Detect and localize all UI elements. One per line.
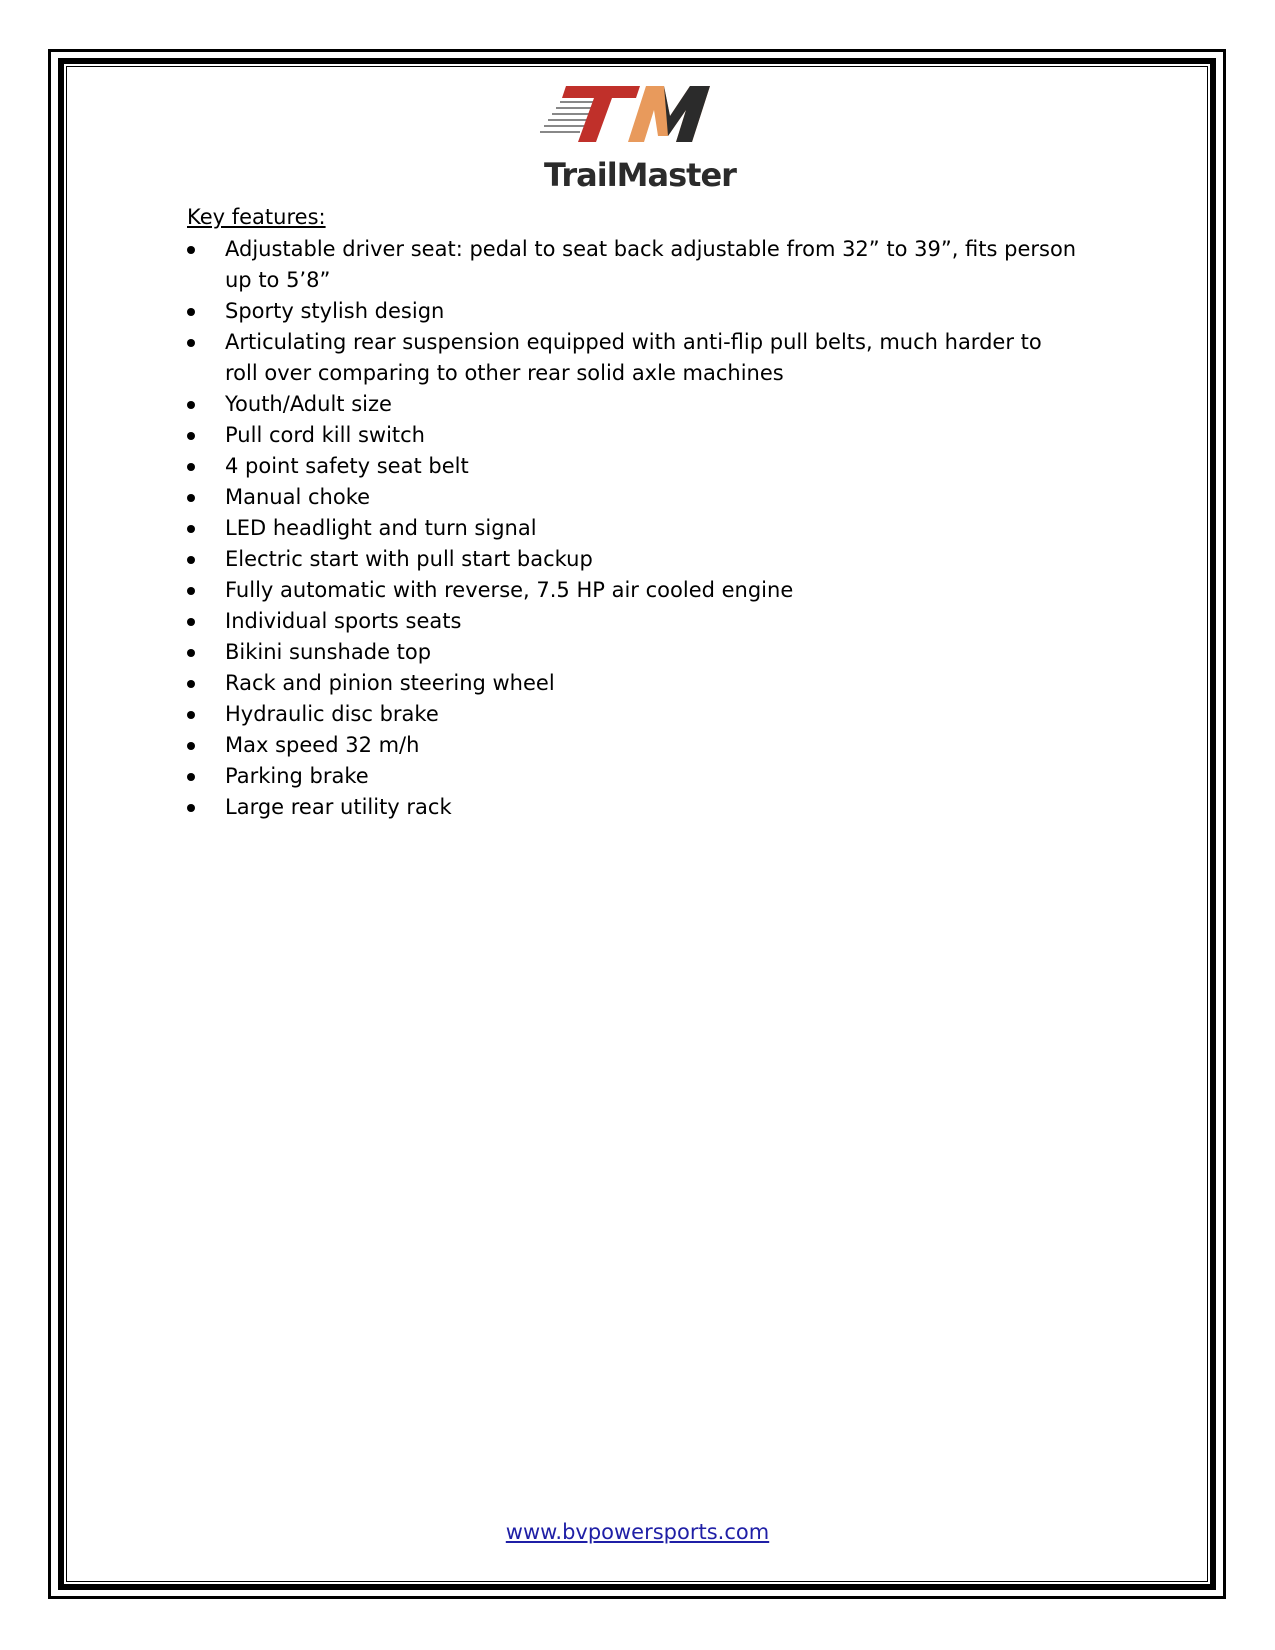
list-item: Max speed 32 m/h [187,730,1077,761]
list-item: Bikini sunshade top [187,637,1077,668]
website-link[interactable]: www.bvpowersports.com [505,1520,770,1544]
bullet-icon [187,804,195,812]
logo-wordmark: TrailMaster [544,156,736,194]
key-features-heading: Key features: [187,205,326,229]
list-item: Rack and pinion steering wheel [187,668,1077,699]
bullet-icon [187,432,195,440]
list-item: Adjustable driver seat: pedal to seat back adjustable from 32” to 39”, fits person up to 5’8” [187,234,1077,296]
list-item: 4 point safety seat belt [187,451,1077,482]
bullet-icon [187,587,195,595]
list-item: Large rear utility rack [187,792,1077,823]
bullet-icon [187,618,195,626]
list-item: Pull cord kill switch [187,420,1077,451]
list-item: Electric start with pull start backup [187,544,1077,575]
bullet-icon [187,494,195,502]
bullet-icon [187,246,195,254]
bullet-icon [187,339,195,347]
list-item: LED headlight and turn signal [187,513,1077,544]
bullet-icon [187,556,195,564]
list-item: Parking brake [187,761,1077,792]
list-item: Sporty stylish design [187,296,1077,327]
bullet-icon [187,711,195,719]
list-item: Youth/Adult size [187,389,1077,420]
list-item: Fully automatic with reverse, 7.5 HP air cooled engine [187,575,1077,606]
tm-mark-icon [540,86,740,156]
list-item: Manual choke [187,482,1077,513]
bullet-icon [187,649,195,657]
list-item: Individual sports seats [187,606,1077,637]
bullet-icon [187,742,195,750]
trailmaster-logo [540,86,740,194]
bullet-icon [187,680,195,688]
bullet-icon [187,773,195,781]
list-item: Hydraulic disc brake [187,699,1077,730]
feature-list [187,234,1077,823]
bullet-icon [187,308,195,316]
bullet-icon [187,401,195,409]
bullet-icon [187,463,195,471]
bullet-icon [187,525,195,533]
list-item: Articulating rear suspension equipped with anti-flip pull belts, much harder to roll over comparing to other rear solid axle machines [187,327,1077,389]
